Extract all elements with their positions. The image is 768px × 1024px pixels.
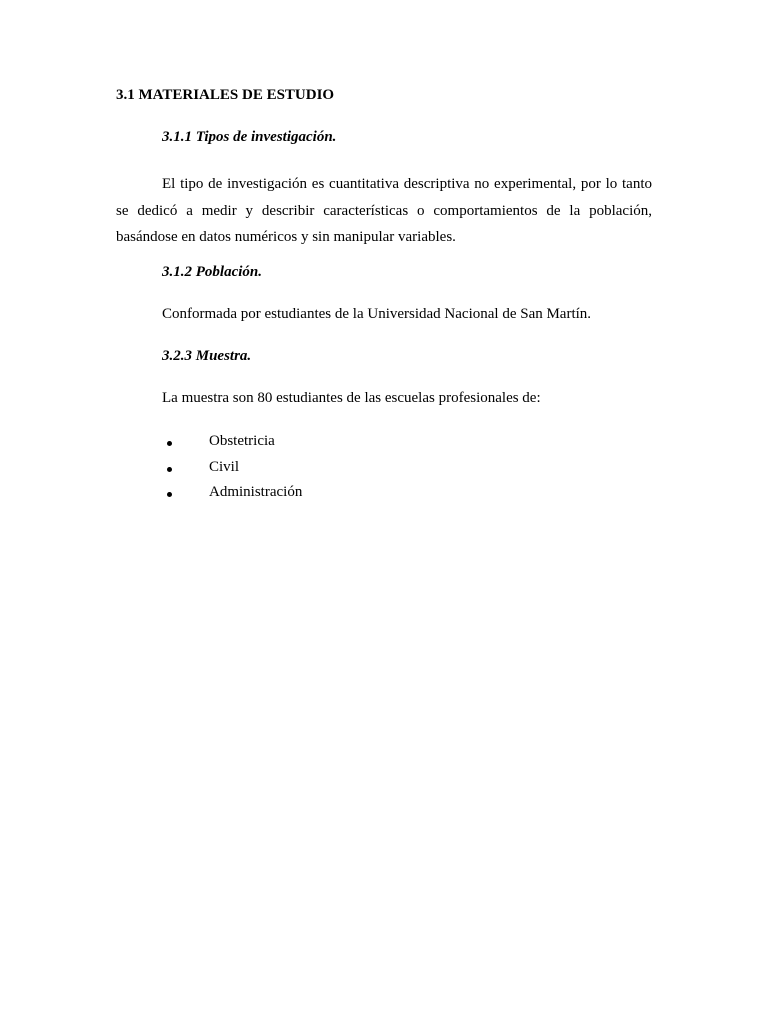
paragraph-poblacion: Conformada por estudiantes de la Universidad Nacional de San Martín.	[162, 306, 592, 322]
subsection-title-tipos: 3.1.1 Tipos de investigación.	[162, 129, 337, 145]
bullet-icon	[167, 441, 172, 446]
paragraph-muestra: La muestra son 80 estudiantes de las escuelas profesionales de:	[162, 390, 541, 406]
list-item-text: Obstetricia	[209, 433, 275, 449]
section-heading: 3.1 MATERIALES DE ESTUDIO	[116, 87, 335, 103]
list-item-text: Administración	[209, 484, 303, 500]
bullet-icon	[167, 492, 172, 497]
subsection-title-muestra: 3.2.3 Muestra.	[162, 348, 252, 364]
subsection-title-poblacion: 3.1.2 Población.	[162, 264, 262, 280]
bullet-icon	[167, 467, 172, 472]
paragraph-tipos: El tipo de investigación es cuantitativa descriptiva no experimental, por lo tanto se dedicó a medir y describir características o comportamientos de la población, basándose en datos numéricos y sin manipular variables.	[116, 176, 652, 245]
list-item-text: Civil	[209, 458, 240, 475]
